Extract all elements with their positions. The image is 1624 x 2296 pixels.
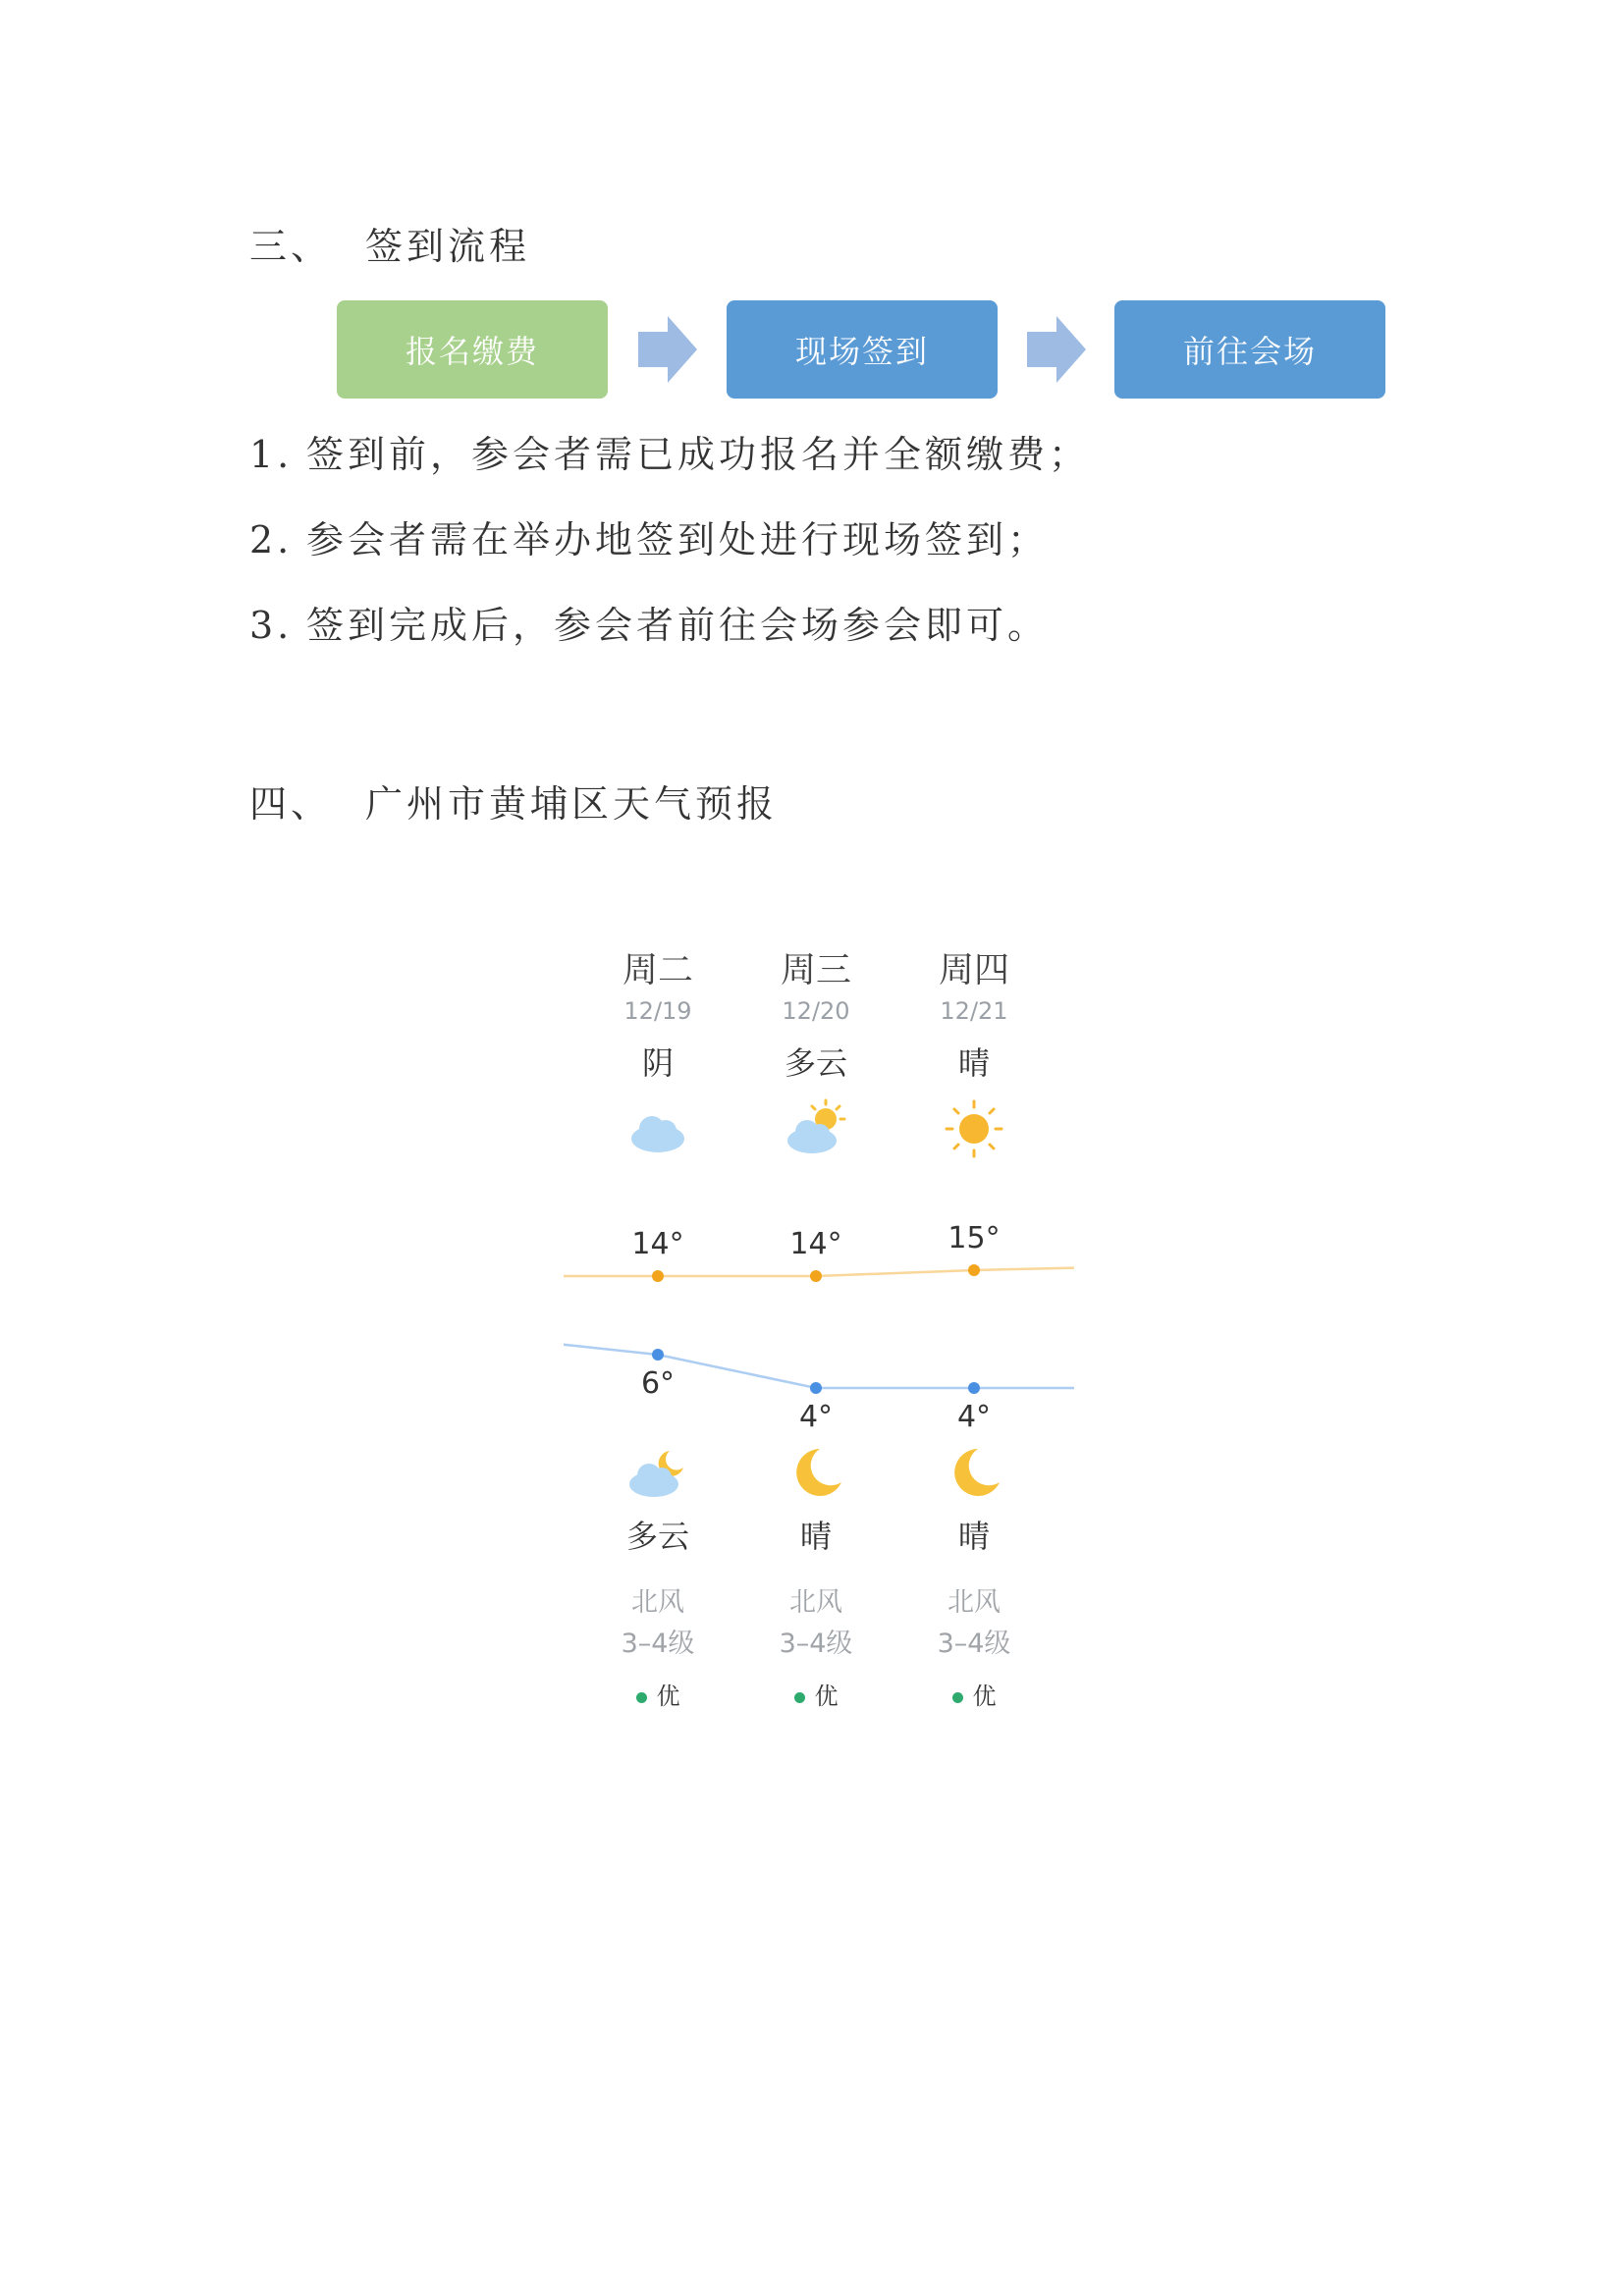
day-condition: 多云	[784, 1044, 847, 1082]
high-temp-label: 14°	[789, 1227, 842, 1261]
flow-step-register-pay: 报名缴费	[337, 300, 608, 399]
cloud-moon-icon	[619, 1433, 697, 1512]
aqi-dot-icon	[636, 1692, 647, 1703]
flow-step-go-to-venue: 前往会场	[1114, 300, 1385, 399]
flow-step-onsite-sign-in: 现场签到	[727, 300, 998, 399]
forecast-day-column	[737, 923, 894, 1728]
date-label: 12/19	[623, 997, 692, 1025]
wind-level: 3–4级	[937, 1629, 1011, 1659]
list-item: 3. 签到完成后，参会者前往会场参会即可。	[249, 604, 1050, 647]
wind-direction: 北风	[789, 1587, 842, 1618]
low-temp-label: 4°	[956, 1400, 992, 1434]
moon-icon	[935, 1433, 1013, 1512]
section-title: 广州市黄埔区天气预报	[365, 782, 779, 826]
section-number: 三、	[249, 225, 333, 268]
sun-icon	[935, 1090, 1013, 1168]
aqi-dot-icon	[794, 1692, 805, 1703]
night-condition: 晴	[957, 1518, 990, 1555]
date-label: 12/20	[782, 997, 850, 1025]
weekday-label: 周二	[622, 950, 693, 990]
aqi-dot-icon	[952, 1692, 963, 1703]
section-number: 四、	[249, 782, 333, 826]
weekday-label: 周三	[780, 950, 851, 990]
aqi-label: 优	[972, 1682, 997, 1710]
forecast-day-column	[895, 923, 1053, 1728]
section-4-heading	[249, 774, 778, 828]
wind-direction: 北风	[947, 1587, 1001, 1618]
day-condition: 晴	[957, 1044, 990, 1082]
weather-forecast	[564, 923, 1074, 1728]
date-label: 12/21	[940, 997, 1008, 1025]
partly-cloudy-icon	[777, 1090, 855, 1168]
weekday-label: 周四	[938, 950, 1009, 990]
air-quality	[579, 1677, 736, 1711]
section-title: 签到流程	[365, 225, 531, 268]
forecast-day-column	[579, 923, 736, 1728]
wind-level: 3–4级	[621, 1629, 695, 1659]
air-quality	[895, 1677, 1053, 1711]
night-condition: 多云	[625, 1518, 689, 1555]
sign-in-steps	[249, 424, 1090, 680]
cloud-icon	[619, 1090, 697, 1168]
day-condition: 阴	[641, 1044, 674, 1082]
high-temp-label: 15°	[947, 1221, 1001, 1255]
aqi-label: 优	[656, 1682, 680, 1710]
low-temp-label: 6°	[640, 1366, 676, 1401]
list-item: 1. 签到前，参会者需已成功报名并全额缴费；	[249, 433, 1091, 476]
list-item: 2. 参会者需在举办地签到处进行现场签到；	[249, 518, 1050, 561]
arrow-right-icon	[638, 316, 697, 383]
section-3-heading	[249, 216, 530, 270]
aqi-label: 优	[814, 1682, 839, 1710]
moon-icon	[777, 1433, 855, 1512]
air-quality	[737, 1677, 894, 1711]
wind-level: 3–4级	[779, 1629, 853, 1659]
high-temp-label: 14°	[631, 1227, 684, 1261]
wind-direction: 北风	[631, 1587, 684, 1618]
arrow-right-icon	[1027, 316, 1086, 383]
low-temp-label: 4°	[798, 1400, 834, 1434]
night-condition: 晴	[799, 1518, 832, 1555]
